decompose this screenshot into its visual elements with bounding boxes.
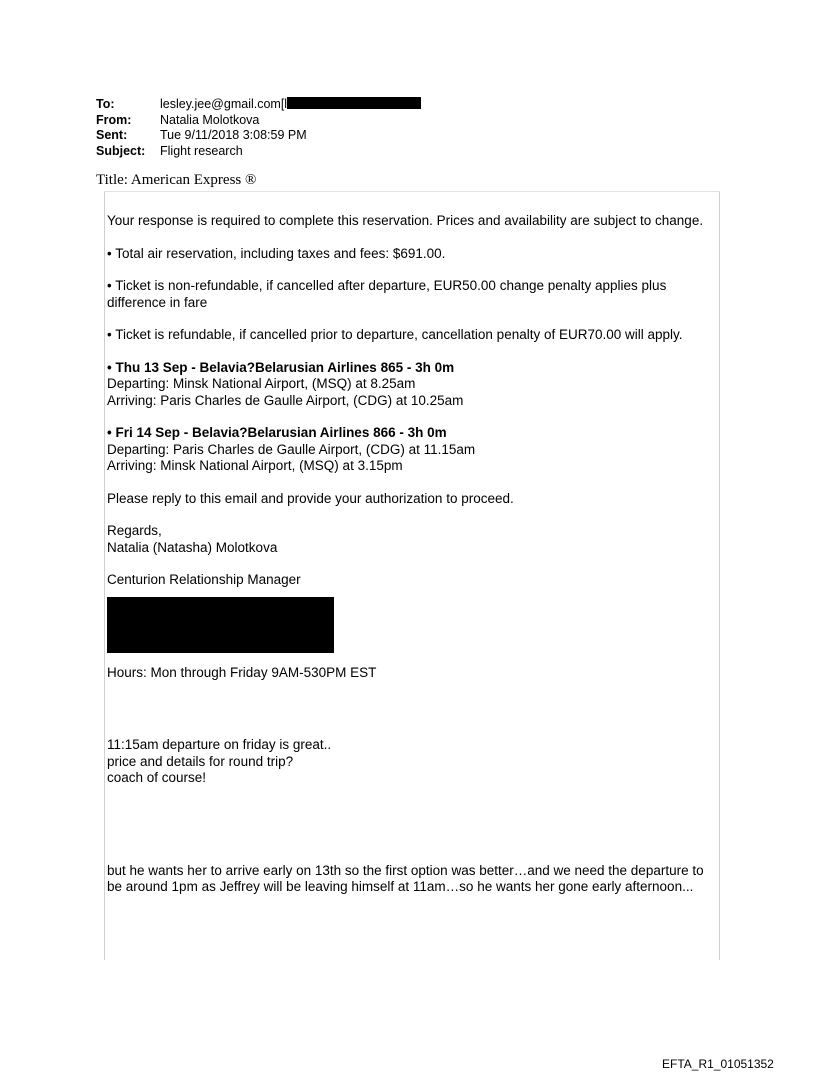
subject-label: Subject: xyxy=(96,143,146,158)
to-label: To: xyxy=(96,97,115,111)
regards: Regards, xyxy=(107,523,162,538)
redaction-block xyxy=(107,597,334,653)
document-id: EFTA_R1_01051352 xyxy=(662,1057,774,1071)
redaction-inline xyxy=(287,97,421,109)
sent-value: Tue 9/11/2018 3:08:59 PM xyxy=(160,128,307,142)
flight-1-departing: Departing: Minsk National Airport, (MSQ) at 8.25am xyxy=(107,376,416,391)
signature-title: Centurion Relationship Manager xyxy=(107,572,301,587)
flight-1 xyxy=(107,360,715,410)
subject-value: Flight research xyxy=(160,143,243,158)
signature xyxy=(107,523,715,556)
sent-row xyxy=(96,128,421,144)
subject-row xyxy=(96,144,421,160)
reply-1-line-3: coach of course! xyxy=(107,770,207,785)
email-header xyxy=(96,97,421,159)
title-line: Title: American Express ® xyxy=(96,172,257,188)
flight-1-heading: • Thu 13 Sep - Belavia?Belarusian Airlines 865 - 3h 0m xyxy=(107,359,455,375)
bullet-total: • Total air reservation, including taxes and fees: $691.00. xyxy=(107,245,446,261)
from-label: From: xyxy=(96,112,132,127)
reply-request: Please reply to this email and provide your authorization to proceed. xyxy=(107,490,514,506)
flight-2-departing: Departing: Paris Charles de Gaulle Airport, (CDG) at 11.15am xyxy=(107,441,476,457)
flight-1-arriving: Arriving: Paris Charles de Gaulle Airport, (CDG) at 10.25am xyxy=(107,392,464,408)
reply-2: but he wants her to arrive early on 13th so the first option was better…and we need the departure to be around 1pm as Jeffrey will be leaving himself at 11am…so he wants her gone early afternoon... xyxy=(107,862,704,894)
flight-2 xyxy=(107,425,715,475)
flight-2-arriving: Arriving: Minsk National Airport, (MSQ) at 3.15pm xyxy=(107,458,403,473)
intro-text: Your response is required to complete this reservation. Prices and availability are subject to change. xyxy=(107,213,704,228)
reply-1-line-2: price and details for round trip? xyxy=(107,753,294,769)
reply-1-line-1: 11:15am departure on friday is great.. xyxy=(107,737,332,752)
flight-2-heading: • Fri 14 Sep - Belavia?Belarusian Airlines 866 - 3h 0m xyxy=(107,425,447,440)
from-value: Natalia Molotkova xyxy=(160,112,260,127)
bullet-nonrefundable: • Ticket is non-refundable, if cancelled after departure, EUR50.00 change penalty applies plus difference in fare xyxy=(107,278,667,310)
to-row xyxy=(96,97,421,113)
bullet-refundable: • Ticket is refundable, if cancelled prior to departure, cancellation penalty of EUR70.00 will apply. xyxy=(107,327,683,342)
message-body xyxy=(107,213,715,912)
signature-name: Natalia (Natasha) Molotkova xyxy=(107,539,278,555)
reply-1 xyxy=(107,737,715,787)
hours: Hours: Mon through Friday 9AM-530PM EST xyxy=(107,664,377,680)
sent-label: Sent: xyxy=(96,128,128,142)
to-value xyxy=(160,97,421,113)
to-address: lesley.jee@gmail.com[l xyxy=(160,97,288,111)
from-row xyxy=(96,113,421,129)
